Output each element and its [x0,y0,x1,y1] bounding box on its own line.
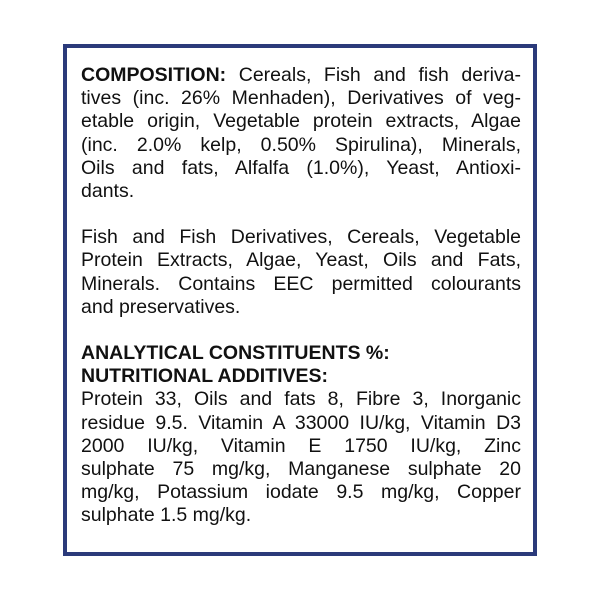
analytical-line: sulphate 75 mg/kg, Manganese sulphate 20 [81,458,521,481]
analytical-line: mg/kg, Potassium iodate 9.5 mg/kg, Copper [81,481,521,504]
paragraph-spacer [81,203,521,226]
analytical-line: Protein 33, Oils and fats 8, Fibre 3, Inorganic [81,388,521,411]
composition-line [81,64,521,87]
composition-line: etable origin, Vegetable protein extracts, Algae [81,110,521,133]
composition-heading: COMPOSITION: [81,64,227,86]
ingredients-line: Fish and Fish Derivatives, Cereals, Vegetable [81,226,521,249]
composition-text: Cereals, Fish and fish deriva- [226,64,521,86]
ingredients-line: Protein Extracts, Algae, Yeast, Oils and Fats, [81,249,521,272]
analytical-line: residue 9.5. Vitamin A 33000 IU/kg, Vitamin D3 [81,411,521,434]
nutritional-additives-heading: NUTRITIONAL ADDITIVES: [81,365,328,388]
composition-label-panel [63,44,537,556]
composition-line: Oils and fats, Alfalfa (1.0%), Yeast, Antioxi- [81,156,521,179]
composition-line: tives (inc. 26% Menhaden), Derivatives of veg- [81,87,521,110]
paragraph-spacer [81,319,521,342]
ingredients-line: and preservatives. [81,295,241,318]
ingredients-line: Minerals. Contains EEC permitted colourants [81,272,521,295]
ingredients-paragraph [81,226,521,319]
composition-line: (inc. 2.0% kelp, 0.50% Spirulina), Minerals, [81,133,521,156]
analytical-line: sulphate 1.5 mg/kg. [81,504,252,527]
composition-paragraph [81,64,521,203]
label-text-block [81,64,521,528]
composition-line: dants. [81,180,135,203]
analytical-line: 2000 IU/kg, Vitamin E 1750 IU/kg, Zinc [81,434,521,457]
analytical-paragraph [81,342,521,528]
analytical-constituents-heading: ANALYTICAL CONSTITUENTS %: [81,342,390,365]
